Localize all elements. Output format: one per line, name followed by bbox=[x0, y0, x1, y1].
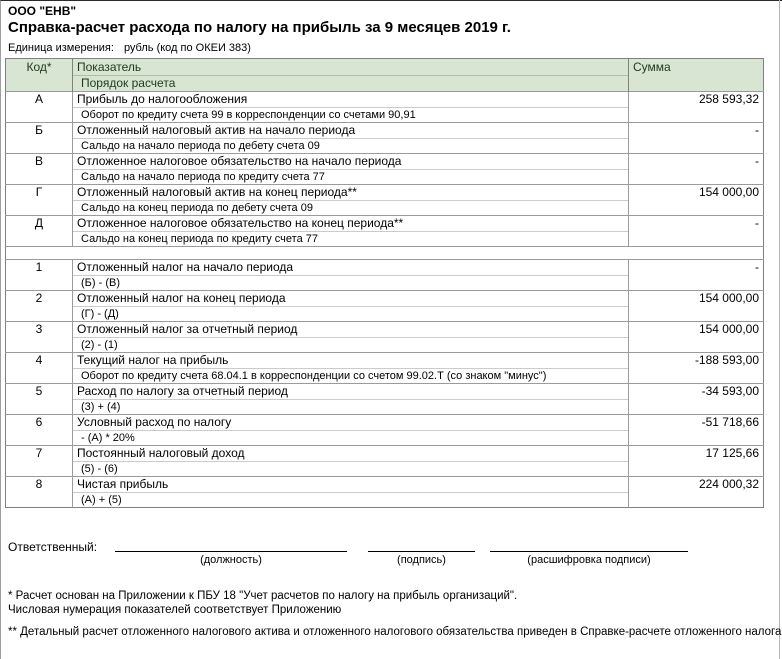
row-indicator: Условный расход по налогу bbox=[73, 415, 629, 431]
row-indicator: Отложенный налоговый актив на конец периода** bbox=[73, 185, 629, 201]
row-order: (А) + (5) bbox=[73, 493, 629, 508]
row-order: Оборот по кредиту счета 68.04.1 в корреспонденции со счетом 99.02.Т (со знаком "минус") bbox=[73, 369, 629, 384]
row-order: (5) - (6) bbox=[73, 462, 629, 477]
row-indicator: Отложенный налог за отчетный период bbox=[73, 322, 629, 338]
unit-label: Единица измерения: bbox=[8, 42, 114, 54]
row-code: 1 bbox=[6, 260, 73, 291]
spacer-cell bbox=[6, 247, 764, 260]
report-title: Справка-расчет расхода по налогу на прибыль за 9 месяцев 2019 г. bbox=[8, 19, 511, 36]
row-indicator: Отложенное налоговое обязательство на начало периода bbox=[73, 154, 629, 170]
table-row bbox=[6, 185, 764, 201]
row-code: 5 bbox=[6, 384, 73, 415]
row-indicator: Текущий налог на прибыль bbox=[73, 353, 629, 369]
table-row bbox=[6, 446, 764, 462]
signature-line-name: (расшифровка подписи) bbox=[490, 551, 688, 566]
unit-value: рубль (код по ОКЕИ 383) bbox=[123, 42, 251, 54]
row-order: - (А) * 20% bbox=[73, 431, 629, 446]
header-code: Код* bbox=[6, 59, 73, 92]
row-sum: 258 593,32 bbox=[629, 92, 764, 123]
row-code: 2 bbox=[6, 291, 73, 322]
row-sum: 154 000,00 bbox=[629, 291, 764, 322]
row-code: В bbox=[6, 154, 73, 185]
row-sum: - bbox=[629, 154, 764, 185]
row-code: Б bbox=[6, 123, 73, 154]
row-indicator: Отложенный налог на начало периода bbox=[73, 260, 629, 276]
footnote-1-line-1: * Расчет основан на Приложении к ПБУ 18 "Учет расчетов по налогу на прибыль организаций". bbox=[8, 590, 518, 602]
row-sum: - bbox=[629, 216, 764, 247]
table-row bbox=[6, 291, 764, 307]
row-order: (2) - (1) bbox=[73, 338, 629, 353]
row-indicator: Постоянный налоговый доход bbox=[73, 446, 629, 462]
row-indicator: Отложенное налоговое обязательство на конец периода** bbox=[73, 216, 629, 232]
window-right-border bbox=[779, 0, 780, 659]
table-row bbox=[6, 154, 764, 170]
row-sum: - bbox=[629, 260, 764, 291]
header-order: Порядок расчета bbox=[73, 76, 629, 92]
row-code: 7 bbox=[6, 446, 73, 477]
table-row bbox=[6, 92, 764, 108]
table-row bbox=[6, 477, 764, 493]
table-row bbox=[6, 123, 764, 139]
row-sum: 154 000,00 bbox=[629, 322, 764, 353]
responsible-label: Ответственный: bbox=[8, 540, 98, 554]
table-row bbox=[6, 415, 764, 431]
row-sum: 224 000,32 bbox=[629, 477, 764, 508]
row-order: Сальдо на конец периода по кредиту счета 77 bbox=[73, 232, 629, 247]
header-sum: Сумма bbox=[629, 59, 764, 92]
table-spacer-row bbox=[6, 247, 764, 260]
row-indicator: Расход по налогу за отчетный период bbox=[73, 384, 629, 400]
row-order: Сальдо на конец периода по дебету счета 09 bbox=[73, 201, 629, 216]
header-indicator: Показатель bbox=[73, 59, 629, 76]
row-indicator: Чистая прибыль bbox=[73, 477, 629, 493]
row-order: (Б) - (В) bbox=[73, 276, 629, 291]
table-row bbox=[6, 216, 764, 232]
row-code: Д bbox=[6, 216, 73, 247]
table-row bbox=[6, 384, 764, 400]
row-order: Сальдо на начало периода по кредиту счета 77 bbox=[73, 170, 629, 185]
row-order: Оборот по кредиту счета 99 в корреспонденции со счетами 90,91 bbox=[73, 108, 629, 123]
row-order: (3) + (4) bbox=[73, 400, 629, 415]
table-row bbox=[6, 260, 764, 276]
row-indicator: Отложенный налоговый актив на начало периода bbox=[73, 123, 629, 139]
footnote-1 bbox=[8, 589, 517, 617]
footnote-1-line-2: Числовая нумерация показателей соответствует Приложению bbox=[8, 604, 342, 616]
row-sum: 154 000,00 bbox=[629, 185, 764, 216]
signature-line-sign: (подпись) bbox=[368, 551, 475, 566]
row-code: 3 bbox=[6, 322, 73, 353]
row-code: 8 bbox=[6, 477, 73, 508]
report-table bbox=[5, 58, 764, 508]
table-header-row-1 bbox=[6, 59, 764, 76]
row-code: Г bbox=[6, 185, 73, 216]
table-row bbox=[6, 353, 764, 369]
row-sum: - bbox=[629, 123, 764, 154]
row-code: А bbox=[6, 92, 73, 123]
row-order: Сальдо на начало периода по дебету счета 09 bbox=[73, 139, 629, 154]
row-sum: -188 593,00 bbox=[629, 353, 764, 384]
row-sum: -34 593,00 bbox=[629, 384, 764, 415]
row-code: 6 bbox=[6, 415, 73, 446]
row-sum: 17 125,66 bbox=[629, 446, 764, 477]
row-indicator: Отложенный налог на конец периода bbox=[73, 291, 629, 307]
footnote-2: ** Детальный расчет отложенного налогового актива и отложенного налогового обязательства приведен в Справке-расчете отложенного налога bbox=[8, 626, 782, 638]
signature-line-position: (должность) bbox=[115, 551, 347, 566]
row-order: (Г) - (Д) bbox=[73, 307, 629, 322]
row-code: 4 bbox=[6, 353, 73, 384]
company-name: ООО "ЕНВ" bbox=[8, 4, 77, 18]
table-row bbox=[6, 322, 764, 338]
unit-of-measure bbox=[8, 42, 251, 54]
row-sum: -51 718,66 bbox=[629, 415, 764, 446]
row-indicator: Прибыль до налогообложения bbox=[73, 92, 629, 108]
